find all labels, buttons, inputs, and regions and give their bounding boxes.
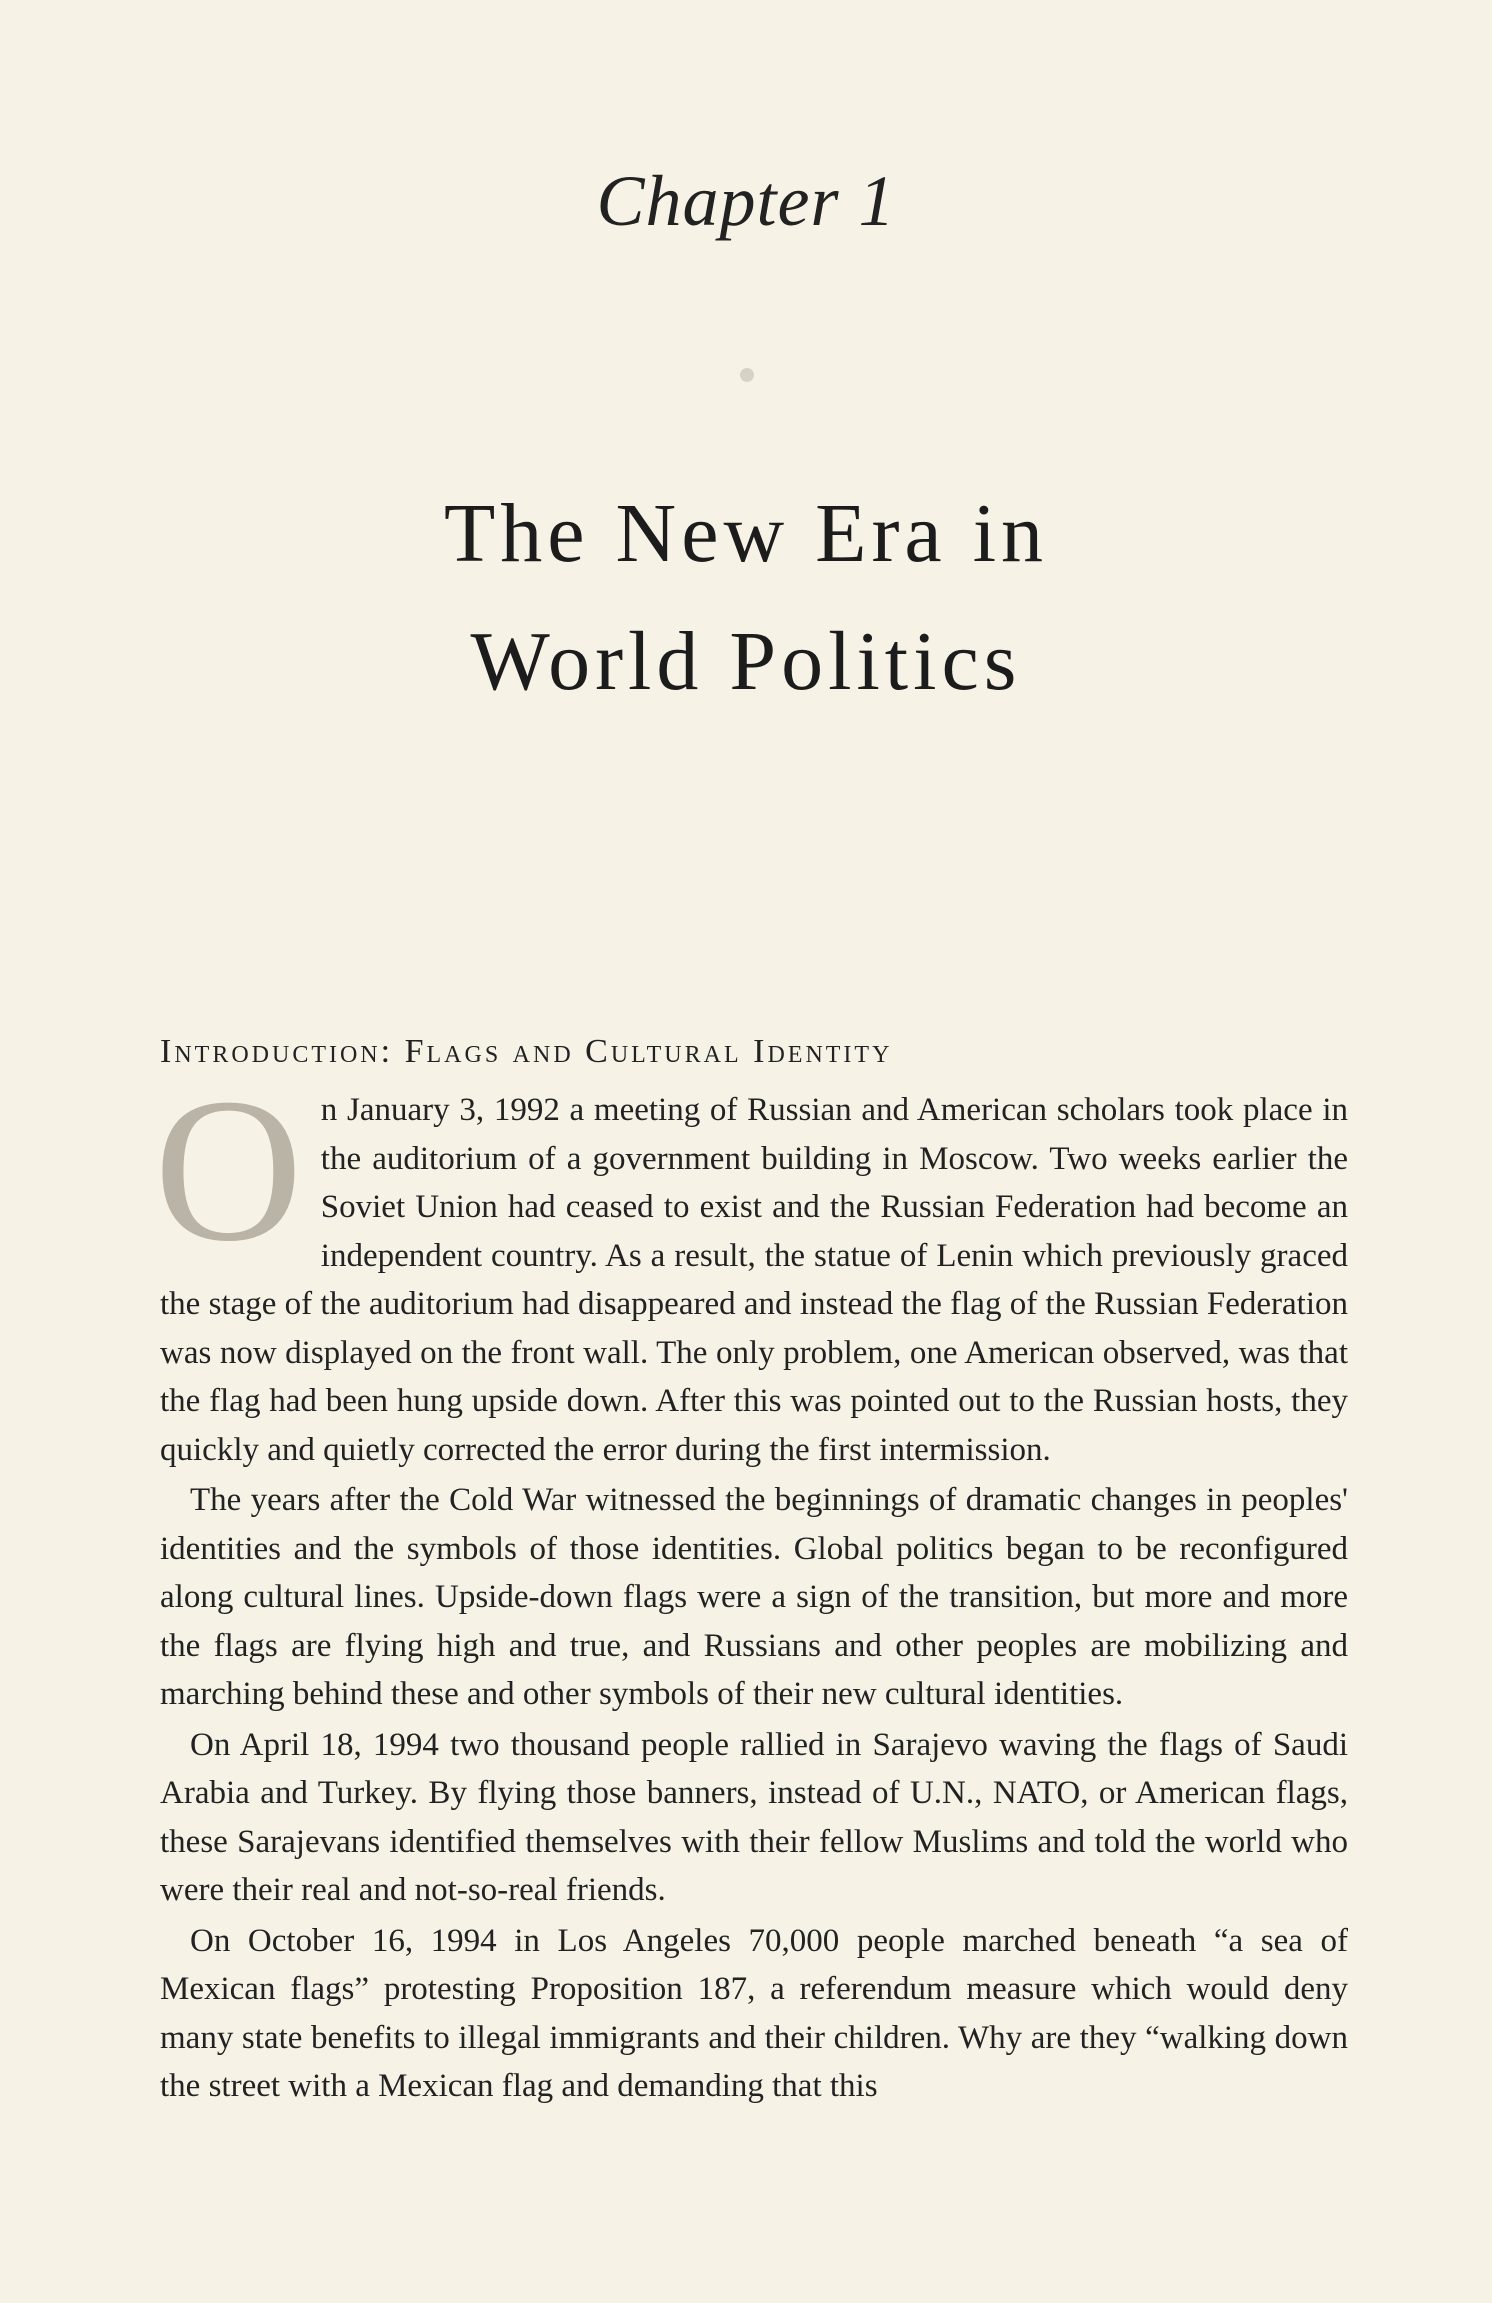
paragraph-4: On October 16, 1994 in Los Angeles 70,000 people marched beneath “a sea of Mexican flags” protesting Proposition 187, a referendum measure which would deny many state benefits to illegal immigrants and their children. Why are they “walking down the street with a Mexican flag and demanding that this — [160, 1922, 1348, 2104]
ornament-mark — [740, 368, 754, 382]
chapter-title-line-1: The New Era in — [443, 487, 1049, 580]
paragraph-1-text: n January 3, 1992 a meeting of Russian and American scholars took place in the auditorium of a government building in Moscow. Two weeks earlier the Soviet Union had ceased to exist and the Russian Federation had become an independent country. As a result, the statue of Lenin which previously graced the stage of the auditorium had disappeared and instead the flag of the Russian Federation was now displayed on the front wall. The only problem, one American observed, was that the flag had been hung upside down. After this was pointed out to the Russian hosts, they quickly and quietly corrected the error during the first intermission. — [160, 1092, 1348, 1468]
section-heading: Introduction: Flags and Cultural Identity — [160, 1033, 893, 1070]
paragraph-1 — [154, 1055, 1348, 1474]
chapter-label: Chapter 1 — [596, 161, 896, 241]
chapter-title-line-2: World Politics — [470, 615, 1022, 708]
paragraph-3: On April 18, 1994 two thousand people rallied in Sarajevo waving the flags of Saudi Arabia and Turkey. By flying those banners, instead of U.N., NATO, or American flags, these Sarajevans identified themselves with their fellow Muslims and told the world who were their real and not-so-real friends. — [160, 1726, 1348, 1908]
chapter-title — [0, 470, 1492, 726]
paragraph-2: The years after the Cold War witnessed the beginnings of dramatic changes in peoples' identities and the symbols of those identities. Global politics began to be reconfigured along cultural lines. Upside-down flags were a sign of the transition, but more and more the flags are flying high and true, and Russians and other peoples are mobilizing and marching behind these and other symbols of their new cultural identities. — [160, 1482, 1348, 1712]
body-text — [154, 1055, 1348, 2111]
drop-cap: O — [154, 1055, 303, 1284]
